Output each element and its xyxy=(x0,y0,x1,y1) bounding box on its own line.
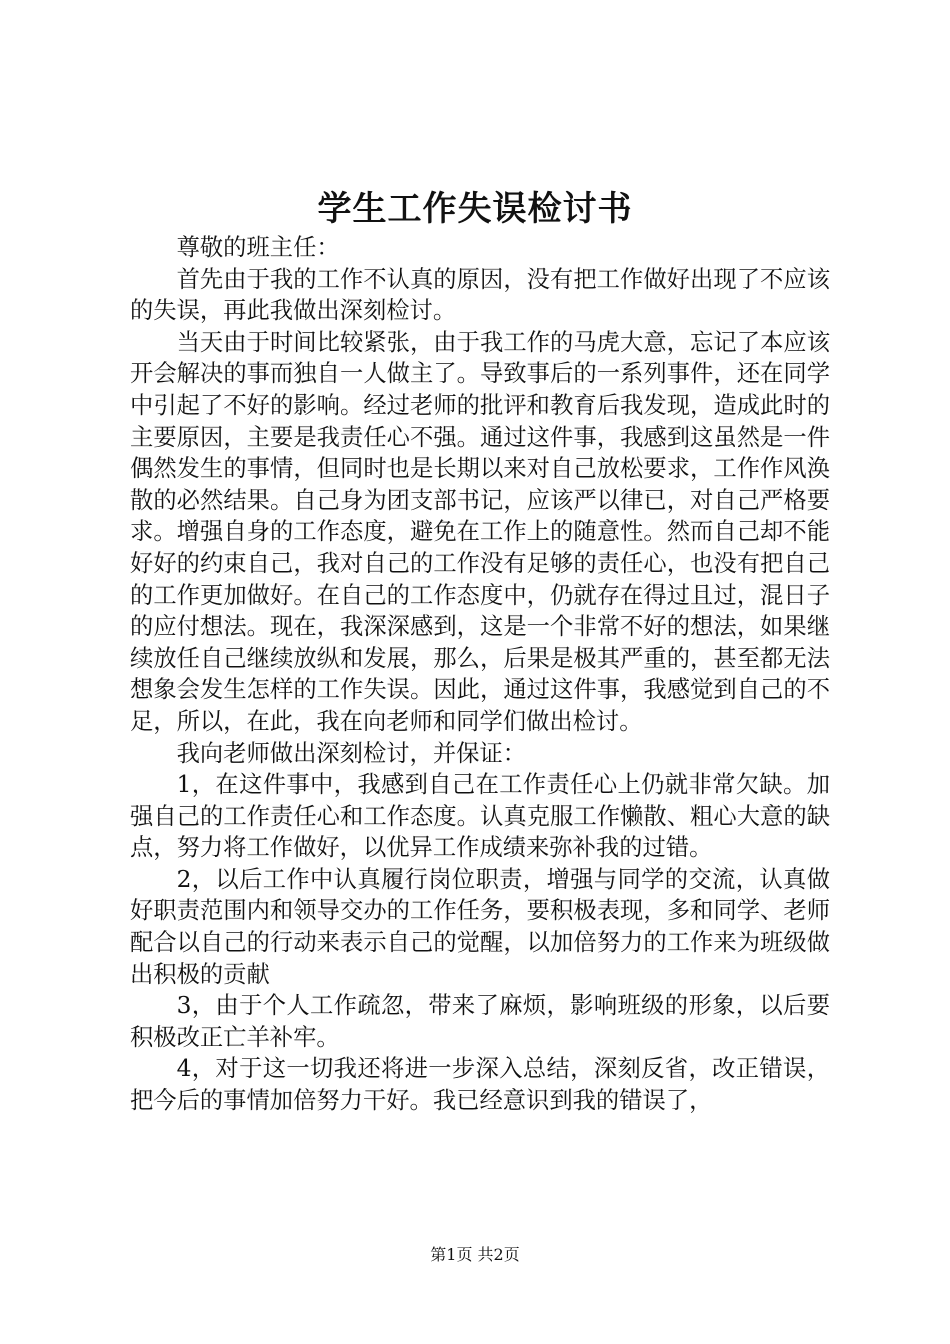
paragraph-intro: 首先由于我的工作不认真的原因，没有把工作做好出现了不应该的失误，再此我做出深刻检讨。 xyxy=(130,265,830,325)
pledge-item-2: 2，以后工作中认真履行岗位职责，增强与同学的交流，认真做好职责范围内和领导交办的工作任务，要积极表现，多和同学、老师配合以自己的行动来表示自己的觉醒，以加倍努力的工作来为班级做出积极的贡献 xyxy=(130,865,830,988)
document-title: 学生工作失误检讨书 xyxy=(317,189,633,229)
document-body xyxy=(130,232,830,1117)
paragraph-main: 当天由于时间比较紧张，由于我工作的马虎大意，忘记了本应该开会解决的事而独自一人做主了。导致事后的一系列事件，还在同学中引起了不好的影响。经过老师的批评和教育后我发现，造成此时的主要原因，主要是我责任心不强。通过这件事，我感到这虽然是一件偶然发生的事情，但同时也是长期以来对自己放松要求，工作作风涣散的必然结果。自己身为团支部书记，应该严以律已，对自己严格要求。增强自身的工作态度，避免在工作上的随意性。然而自己却不能好好的约束自己，我对自己的工作没有足够的责任心，也没有把自己的工作更加做好。在自己的工作态度中，仍就存在得过且过，混日子的应付想法。现在，我深深感到，这是一个非常不好的想法，如果继续放任自己继续放纵和发展，那么，后果是极其严重的，甚至都无法想象会发生怎样的工作失误。因此，通过这件事，我感觉到自己的不足，所以，在此，我在向老师和同学们做出检讨。 xyxy=(130,328,830,735)
pledge-item-1: 1，在这件事中，我感到自己在工作责任心上仍就非常欠缺。加强自己的工作责任心和工作态度。认真克服工作懒散、粗心大意的缺点，努力将工作做好，以优异工作成绩来弥补我的过错。 xyxy=(130,771,830,862)
page-footer: 第1页 共2页 xyxy=(430,1245,520,1264)
pledge-item-4: 4，对于这一切我还将进一步深入总结，深刻反省，改正错误，把今后的事情加倍努力干好。我已经意识到我的错误了， xyxy=(130,1055,830,1115)
pledge-item-3: 3，由于个人工作疏忽，带来了麻烦，影响班级的形象，以后要积极改正亡羊补牢。 xyxy=(130,992,830,1051)
salutation: 尊敬的班主任： xyxy=(176,234,340,261)
paragraph-pledge-intro: 我向老师做出深刻检讨，并保证： xyxy=(176,739,527,767)
